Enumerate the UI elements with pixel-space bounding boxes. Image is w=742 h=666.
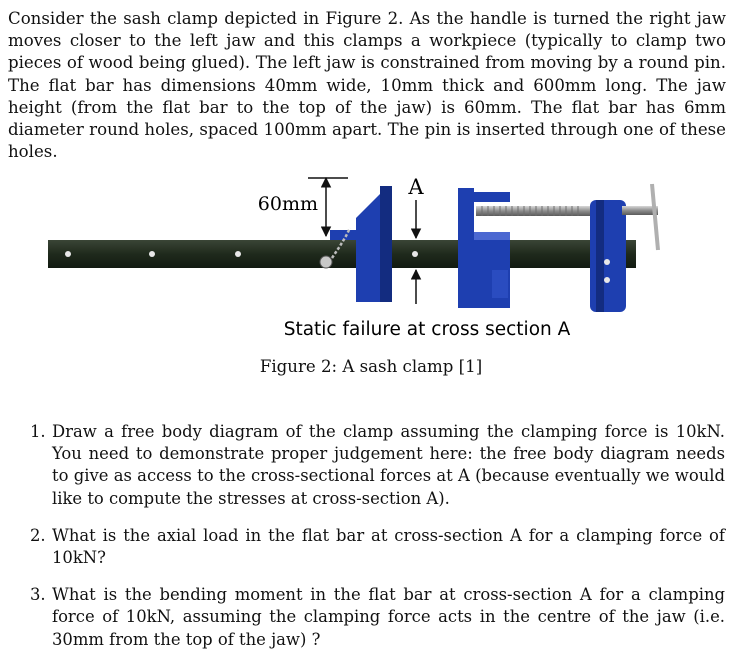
failure-label: Static failure at cross section A [283,319,571,340]
sash-clamp-illustration [0,170,742,350]
section-label: A [408,175,424,199]
problem-statement: Consider the sash clamp depicted in Figure 2. As the handle is turned the right jaw moves closer to the left jaw and this clamps a workpiece (typically to clamp two pieces of wood being glued). The left jaw is constrained from moving by a round pin. The flat bar has dimensions 40mm wide, 10mm thick and 600mm long. The jaw height (from the flat bar to the top of the jaw) is 60mm. The flat bar has 6mm diameter round holes, spaced 100mm apart. The pin is inserted through one of these holes. [8,9,726,162]
tail-stock [590,200,626,312]
bar-hole [412,251,418,257]
question-text: What is the bending moment in the flat bar at cross-section A for a clamping force of 10kN, assuming the clamping force acts in the centre of the jaw (i.e. 30mm from the top of the jaw) ? [52,585,725,649]
question-text: Draw a free body diagram of the clamp assuming the clamping force is 10kN. You need to demonstrate proper judgement here: the free body diagram needs to give as access to the cross-sectional forces at A (because eventually we would like to compute the stresses at cross-section A). [52,422,725,508]
sash-clamp-figure [0,170,742,350]
bar-hole [65,251,71,257]
question-number: 3. [30,585,46,605]
question-text: What is the axial load in the flat bar at cross-section A for a clamping force of 10kN? [52,525,725,568]
list-item [30,525,725,569]
list-item [30,584,725,651]
question-number: 1. [30,422,46,441]
dimension-label: 60mm [257,193,318,215]
bar-hole [235,251,241,257]
figure-caption: Figure 2: A sash clamp [1] [259,357,483,376]
list-item [30,421,725,510]
question-list [30,421,725,666]
pin-icon [320,256,332,268]
bar-hole [149,251,155,257]
lead-screw [476,206,606,216]
question-number: 2. [30,525,46,545]
